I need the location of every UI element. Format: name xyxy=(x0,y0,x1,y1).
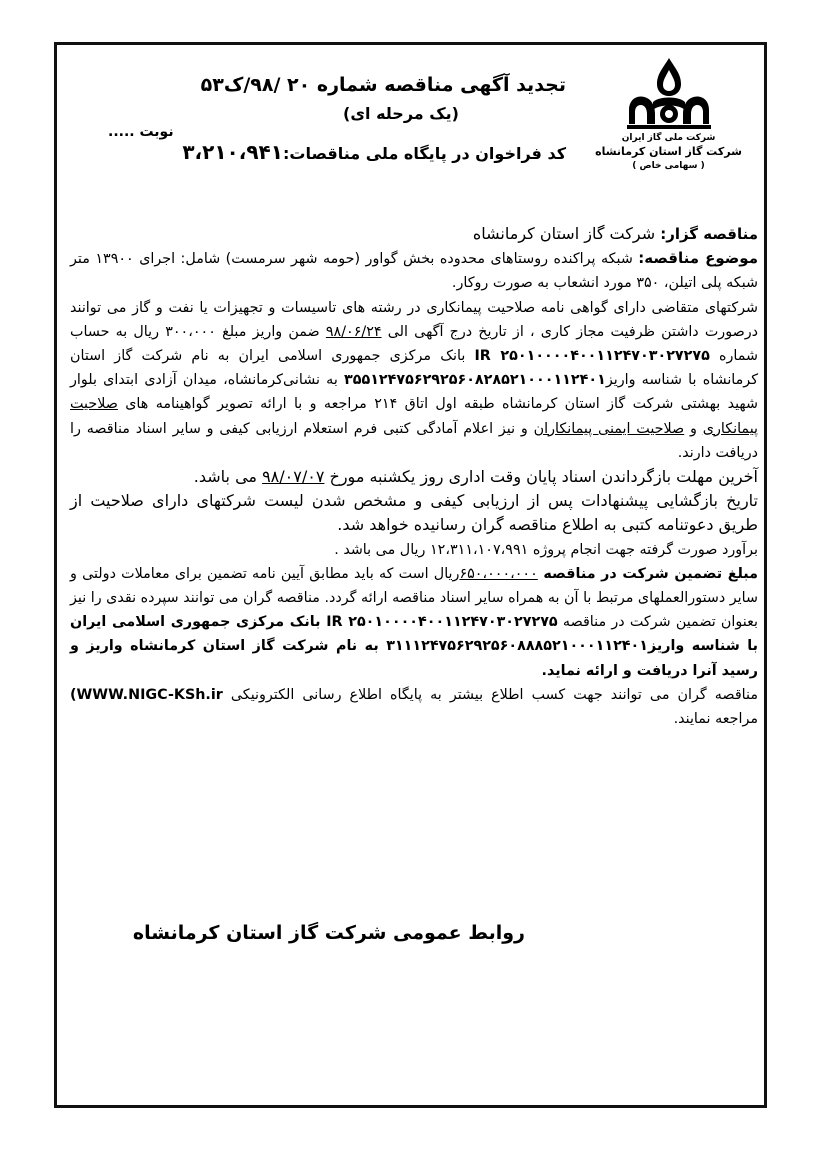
logo-company-local: شرکت گاز استان کرمانشاه xyxy=(595,145,742,158)
tenderer-label: مناقصه گزار: xyxy=(660,225,758,243)
eligibility-text-6: و نیز اعلام آمادگی کتبی فرم استعلام ارزیابی کیفی و سایر اسناد مناقصه را دریافت دارند. xyxy=(70,420,758,461)
tenderer-line xyxy=(70,222,758,246)
eligibility-paragraph xyxy=(70,296,758,465)
return-deadline-text-1: آخرین مهلت بازگرداندن اسناد پایان وقت اداری روز یکشنبه مورخ xyxy=(324,467,758,487)
eligibility-text-4: به نشانی‌کرمانشاه، میدان آزادی ابتدای بلوار شهید بهشتی شرکت گاز استان کرمانشاه طبقه اول اتاق ۲۱۴ مراجعه و با ارائه تصویر گواهینامه های xyxy=(70,372,758,413)
publication-round: نوبت ..... xyxy=(108,124,174,140)
title-block xyxy=(182,70,566,170)
guarantee-text-1: مبلغ تضمین شرکت در مناقصه xyxy=(537,565,758,582)
guarantee-text-3: بانک مرکزی جمهوری اسلامی ایران با شناسه واریز xyxy=(70,614,758,655)
tender-subtitle: (یک مرحله ای) xyxy=(343,104,459,123)
nigc-logo-icon xyxy=(623,54,715,132)
logo-company-type: ( سهامی خاص ) xyxy=(632,161,705,171)
tender-code-value: ۳،۲۱۰،۹۴۱ xyxy=(182,140,283,164)
opening-paragraph: تاریخ بازگشایی پیشنهادات پس از ارزیابی کیفی و مشخص شدن لیست شرکتهای دارای صلاحیت از طریق دعوتنامه کتبی به اطلاع مناقصه گران رسانیده خواهد شد. xyxy=(70,491,758,535)
tender-code xyxy=(182,136,566,170)
eligibility-text-1: شرکتهای متقاضی دارای گواهی نامه صلاحیت پیمانکاری در رشته های تاسیسات و تجهیزات یا نفت و گاز می توانند درصورت داشتن ظرفیت مجاز کاری ، از تاریخ درج آگهی الی xyxy=(70,299,758,340)
account-iban: IR ۲۵۰۱۰۰۰۰۴۰۰۱۱۲۴۷۰۳۰۲۷۲۷۵ xyxy=(474,348,710,365)
subject-value: شبکه پراکنده روستاهای محدوده بخش گواور (حومه شهر سرمست) شامل: اجرای ۱۳۹۰۰ متر شبکه پلی اتیلن، ۳۵۰ مورد انشعاب به صورت روکار. xyxy=(70,251,758,292)
header xyxy=(56,50,756,200)
eligibility-text-5: و xyxy=(684,420,703,437)
guarantee-payment-id: ۳۱۱۱۲۴۷۵۶۲۹۲۵۶۰۸۸۸۵۲۱۰۰۰۱۱۲۴۰۱ xyxy=(386,638,648,655)
logo-company-national: شرکت ملی گاز ایران xyxy=(621,133,716,143)
subject-paragraph xyxy=(70,246,758,295)
guarantee-text-4: به نام شرکت گاز استان کرمانشاه واریز و رسید آنرا دریافت و ارائه نماید. xyxy=(70,638,758,679)
subject-label: موضوع مناقصه: xyxy=(638,249,758,268)
tenderer-value: شرکت گاز استان کرمانشاه xyxy=(472,224,661,243)
return-deadline-paragraph xyxy=(70,465,758,489)
website-paragraph xyxy=(70,683,758,731)
notice-body xyxy=(70,222,758,731)
return-deadline-date: ۹۸/۰۷/۰۷ xyxy=(262,467,325,487)
certificate-contracting: صلاحیت پیمانکاری xyxy=(70,396,758,437)
tender-title: تجدید آگهی مناقصه شماره ۲۰ /۹۸/ک۵۳ xyxy=(200,74,566,96)
certificate-safety: صلاحیت ایمنی پیمانکاران xyxy=(533,420,685,437)
company-logo-block xyxy=(581,54,756,172)
guarantee-iban: IR ۲۵۰۱۰۰۰۰۴۰۰۱۱۲۴۷۰۳۰۲۷۲۷۵ xyxy=(326,614,558,631)
guarantee-paragraph xyxy=(70,562,758,683)
payment-id: ۳۵۵۱۲۴۷۵۶۲۹۲۵۶۰۸۲۸۵۲۱۰۰۰۱۱۲۴۰۱ xyxy=(344,372,606,389)
eligibility-text-3: بانک مرکزی جمهوری اسلامی ایران به نام شرکت گاز استان کرمانشاه با شناسه واریز xyxy=(70,348,759,389)
website-text-1: مناقصه گران می توانند جهت کسب اطلاع بیشتر به پایگاه اطلاع رسانی الکترونیکی xyxy=(222,686,758,703)
eligibility-text-2: ضمن واریز مبلغ ۳۰۰،۰۰۰ ریال به حساب شماره xyxy=(70,323,759,365)
public-relations-signature: روابط عمومی شرکت گاز استان کرمانشاه xyxy=(132,922,525,944)
return-deadline-text-2: می باشد. xyxy=(193,467,263,487)
website-text-2: مراجعه نمایند. xyxy=(673,711,758,728)
website-link[interactable]: (WWW.NIGC-KSh.ir xyxy=(70,686,223,703)
guarantee-text-2: ریال است که باید مطابق آیین نامه تضمین برای معاملات دولتی و سایر دستورالعملهای مرتبط با آن به همراه سایر اسناد مناقصه ارائه گردد. مناقصه گران می توانند سپرده نقدی را نیز بعنوان تضمین شرکت در مناقصه xyxy=(70,565,758,631)
estimate-paragraph: برآورد صورت گرفته جهت انجام پروژه ۱۲،۳۱۱،۱۰۷،۹۹۱ ریال می باشد . xyxy=(334,541,758,558)
guarantee-amount: ۶۵۰،۰۰۰،۰۰۰ xyxy=(459,565,538,582)
tender-code-label: کد فراخوان در پایگاه ملی مناقصات: xyxy=(282,144,566,163)
deadline-purchase-date: ۹۸/۰۶/۲۴ xyxy=(325,323,382,340)
